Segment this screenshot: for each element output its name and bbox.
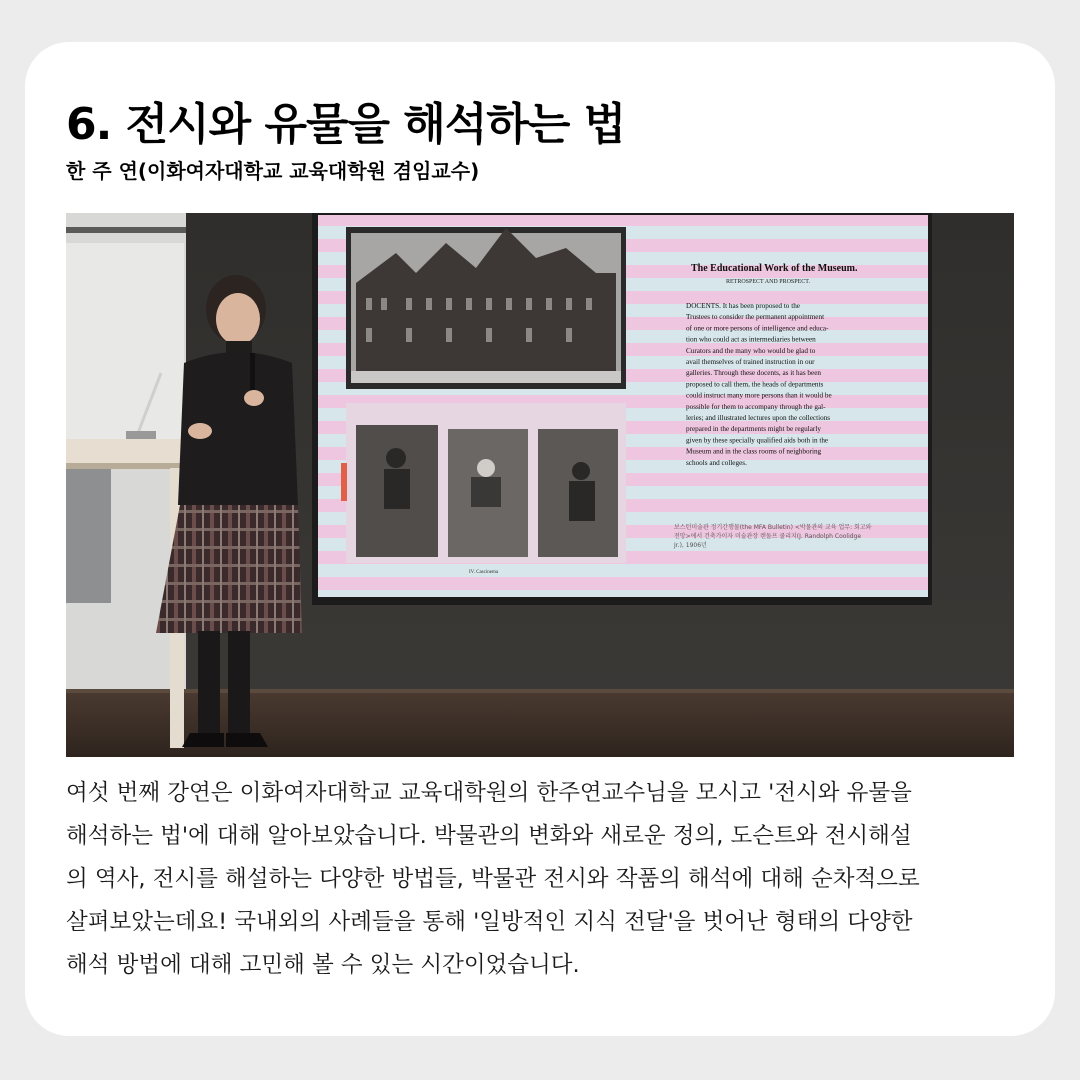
slide-paragraph-line: proposed to call them, the heads of departments [686, 380, 824, 389]
slide-paragraph-line: possible for them to accompany through the gal- [686, 402, 826, 411]
slide-paragraph [686, 302, 832, 467]
slide-paragraph-line: Curators and the many who would be glad to [686, 346, 816, 355]
slide-paragraph-line: avail themselves of trained instruction in our [686, 358, 815, 366]
body-line: 해석 방법에 대해 고민해 볼 수 있는 시간이었습니다. [66, 952, 580, 978]
slide-caption-line: 보스턴미술관 정기간행물(the MFA Bulletin) <박물관의 교육 업무: 회고와 [674, 524, 872, 531]
slide-paragraph-line: leries; and illustrated lectures upon the collections [686, 414, 831, 422]
lecture-photo-illustration [66, 213, 1014, 757]
speaker-subtitle: 한 주 연(이화여자대학교 교육대학원 겸임교수) [66, 159, 480, 183]
slide-photo-caption: IV. Cascinema [469, 570, 499, 575]
slide-heading: The Educational Work of the Museum. [691, 263, 858, 274]
body-paragraph [66, 772, 1014, 987]
page-title: 6. 전시와 유물을 해석하는 법 [66, 99, 626, 150]
slide-paragraph-line: given by these specially qualified aids both in the [686, 436, 829, 445]
body-line: 여섯 번째 강연은 이화여자대학교 교육대학원의 한주연교수님을 모시고 '전시와 유물을 [66, 780, 912, 806]
slide-paragraph-line: tion who could act as intermediaries between [686, 335, 816, 344]
body-line: 살펴보았는데요! 국내외의 사례들을 통해 '일방적인 지식 전달'을 벗어난 형태의 다양한 [66, 909, 913, 935]
slide-paragraph-line: prepared in the departments might be regularly [686, 425, 821, 434]
slide-caption-line: Jr.), 1906년 [674, 542, 707, 549]
slide-subheading: RETROSPECT AND PROSPECT. [726, 279, 810, 285]
slide-paragraph-line: Trustees to consider the permanent appointment [686, 313, 825, 322]
slide-paragraph-line: could instruct many more persons than it would be [686, 391, 832, 400]
slide-paragraph-line: of one or more persons of intelligence and educa- [686, 324, 829, 333]
slide-paragraph-line: galleries. Through these docents, as it has been [686, 369, 821, 378]
slide-paragraph-line: Museum and in the class rooms of neighboring [686, 447, 822, 456]
body-line: 해석하는 법'에 대해 알아보았습니다. 박물관의 변화와 새로운 정의, 도슨트와 전시해설 [66, 823, 912, 849]
body-line: 의 역사, 전시를 해설하는 다양한 방법들, 박물관 전시와 작품의 해석에 대해 순차적으로 [66, 866, 920, 892]
lecture-photo [66, 213, 1014, 757]
slide-paragraph-line: DOCENTS. It has been proposed to the [686, 302, 800, 310]
slide-caption-line: 전망>에서 건축가이자 미술관장 랜돌프 쿨리지(J. Randolph Coolidge [674, 533, 862, 540]
slide-paragraph-line: schools and colleges. [686, 458, 747, 467]
